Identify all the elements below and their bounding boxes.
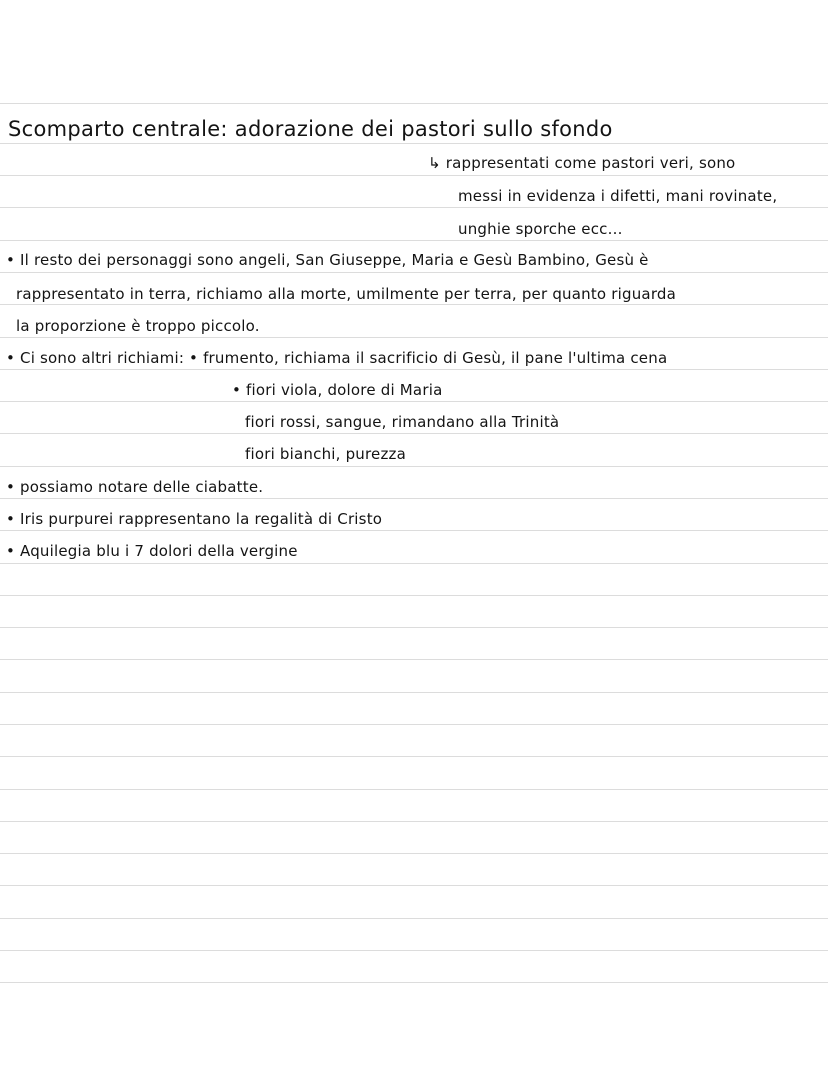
ruled-line	[0, 337, 828, 338]
ruled-line	[0, 466, 828, 467]
ruled-line	[0, 724, 828, 725]
note-line: • possiamo notare delle ciabatte.	[6, 478, 264, 496]
ruled-line	[0, 918, 828, 919]
note-line: • Iris purpurei rappresentano la regalità di Cristo	[6, 510, 383, 528]
ruled-line	[0, 175, 828, 176]
ruled-line	[0, 369, 828, 370]
ruled-line	[0, 401, 828, 402]
ruled-line	[0, 563, 828, 564]
ruled-line	[0, 272, 828, 273]
ruled-line	[0, 304, 828, 305]
page-title: Scomparto centrale: adorazione dei pastori sullo sfondo	[8, 117, 613, 141]
note-line: unghie sporche ecc...	[458, 220, 623, 238]
ruled-line	[0, 885, 828, 886]
ruled-line	[0, 433, 828, 434]
ruled-line	[0, 103, 828, 104]
note-line: • Il resto dei personaggi sono angeli, San Giuseppe, Maria e Gesù Bambino, Gesù è	[6, 251, 649, 269]
ruled-line	[0, 498, 828, 499]
ruled-line	[0, 821, 828, 822]
note-line: ↳ rappresentati come pastori veri, sono	[428, 154, 736, 172]
ruled-line	[0, 207, 828, 208]
ruled-line	[0, 659, 828, 660]
ruled-line	[0, 143, 828, 144]
note-line: • Aquilegia blu i 7 dolori della vergine	[6, 542, 298, 560]
ruled-line	[0, 530, 828, 531]
note-line: fiori bianchi, purezza	[245, 445, 407, 463]
ruled-line	[0, 595, 828, 596]
ruled-line	[0, 756, 828, 757]
note-line: messi in evidenza i difetti, mani rovinate,	[458, 187, 778, 205]
ruled-line	[0, 950, 828, 951]
note-line: fiori rossi, sangue, rimandano alla Trinità	[245, 413, 560, 431]
ruled-line	[0, 692, 828, 693]
note-line: la proporzione è troppo piccolo.	[16, 317, 260, 335]
ruled-line	[0, 853, 828, 854]
note-line: rappresentato in terra, richiamo alla morte, umilmente per terra, per quanto riguarda	[16, 285, 677, 303]
ruled-line	[0, 627, 828, 628]
note-line: • fiori viola, dolore di Maria	[232, 381, 443, 399]
ruled-line	[0, 982, 828, 983]
note-line: • Ci sono altri richiami: • frumento, richiama il sacrificio di Gesù, il pane l'ultima cena	[6, 349, 668, 367]
ruled-line	[0, 240, 828, 241]
ruled-line	[0, 789, 828, 790]
